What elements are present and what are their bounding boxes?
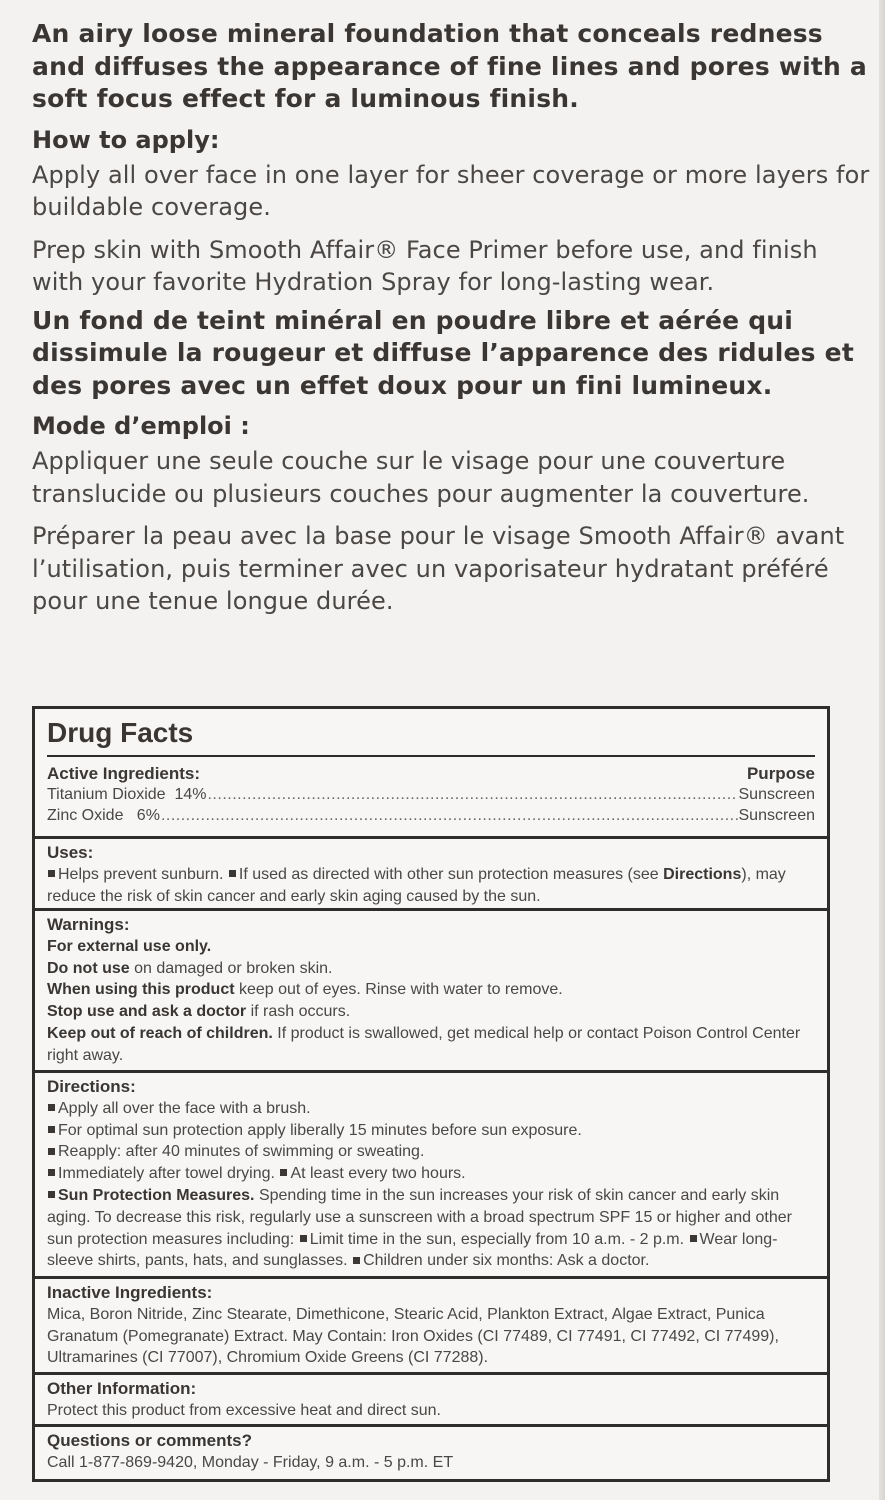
ingredient-name: Zinc Oxide 6% [47, 807, 160, 824]
dot-leader [161, 805, 738, 826]
other-information-text: Protect this product from excessive heat and direct sun. [47, 1401, 441, 1419]
warning-line: Keep out of reach of children. If product is swallowed, get medical help or contact Poison Control Center right away. [47, 1024, 801, 1064]
mode-emploi-text-1: Appliquer une seule couche sur le visage pour une couverture translucide ou plusieurs couches pour augmenter la couverture. [32, 447, 810, 508]
bullet-icon [280, 1169, 287, 1176]
lead-english: An airy loose mineral foundation that conceals redness and diffuses the appearance of fine lines and pores with a soft focus effect for a luminous finish. [32, 19, 868, 113]
bullet-icon [48, 870, 55, 877]
uses-section [35, 836, 827, 908]
bullet-icon [48, 1148, 55, 1155]
questions-section [35, 1424, 827, 1479]
bullet-icon [48, 1191, 55, 1198]
box-edge-shadow [879, 0, 885, 1500]
active-ingredients-section [47, 763, 815, 826]
ingredient-purpose: Sunscreen [738, 807, 815, 824]
warning-line: Do not use on damaged or broken skin. [47, 959, 333, 977]
bullet-icon [353, 1257, 360, 1264]
inactive-ingredients-text: Mica, Boron Nitride, Zinc Stearate, Dimethicone, Stearic Acid, Plankton Extract, Algae Extract, Punica Granatum (Pomegranate) Extract. May Contain: Iron Oxides (CI 77489, CI 77491, CI 77492, CI 77499), Ultramarines (CI 77007), Chromium Oxide Greens (CI 77288). [47, 1305, 779, 1367]
warning-line: Stop use and ask a doctor if rash occurs. [47, 1003, 351, 1021]
warning-line: For external use only. [47, 937, 212, 955]
active-ingredients-header [47, 763, 815, 784]
other-information-heading: Other Information: [47, 1379, 197, 1398]
bullet-icon [229, 870, 236, 877]
questions-heading: Questions or comments? [47, 1431, 252, 1450]
mode-emploi-heading: Mode d’emploi : [32, 412, 250, 440]
how-to-apply-heading: How to apply: [32, 125, 220, 154]
dot-leader [207, 784, 737, 805]
other-information-section [35, 1372, 827, 1424]
warnings-heading: Warnings: [47, 915, 130, 934]
bullet-icon [48, 1126, 55, 1133]
directions-heading: Directions: [47, 1077, 136, 1096]
inactive-ingredients-heading: Inactive Ingredients: [47, 1283, 213, 1302]
bullet-icon [300, 1235, 307, 1242]
uses-text: Helps prevent sunburn. If used as directed with other sun protection measures (see Directions), may reduce the risk of skin cancer and early skin aging caused by the sun. [47, 865, 786, 905]
directions-section [35, 1070, 827, 1276]
inactive-ingredients-section [35, 1276, 827, 1372]
ingredient-row [47, 784, 815, 805]
direction-line: Immediately after towel drying. At least every two hours. [47, 1163, 815, 1185]
ingredient-purpose: Sunscreen [738, 786, 815, 803]
how-to-apply-text-2: Prep skin with Smooth Affair® Face Primer before use, and finish with your favorite Hydration Spray for long-lasting wear. [32, 235, 818, 296]
active-ingredients-heading: Active Ingredients: [47, 764, 201, 783]
warnings-section [35, 908, 827, 1070]
warning-line: When using this product keep out of eyes. Rinse with water to remove. [47, 981, 563, 999]
direction-line: Reapply: after 40 minutes of swimming or sweating. [47, 1141, 815, 1163]
product-description [32, 18, 872, 618]
purpose-heading: Purpose [746, 764, 815, 783]
ingredient-name: Titanium Dioxide 14% [47, 786, 207, 803]
bullet-icon [48, 1104, 55, 1111]
ingredient-row [47, 805, 815, 826]
drug-facts-title: Drug Facts [47, 717, 815, 757]
mode-emploi-text-2: Préparer la peau avec la base pour le visage Smooth Affair® avant l’utilisation, puis terminer avec un vaporisateur hydratant préféré pour une tenue longue durée. [32, 522, 845, 615]
drug-facts-panel [32, 706, 830, 1482]
questions-text: Call 1-877-869-9420, Monday - Friday, 9 a.m. - 5 p.m. ET [47, 1453, 454, 1471]
direction-line: For optimal sun protection apply liberally 15 minutes before sun exposure. [47, 1120, 815, 1142]
how-to-apply-text-1: Apply all over face in one layer for sheer coverage or more layers for buildable coverage. [32, 160, 870, 221]
lead-french: Un fond de teint minéral en poudre libre et aérée qui dissimule la rougeur et diffuse l’apparence des ridules et des pores avec un effet doux pour un fini lumineux. [32, 305, 854, 400]
bullet-icon [690, 1235, 697, 1242]
sun-protection-measures: Sun Protection Measures. Spending time in the sun increases your risk of skin cancer and early skin aging. To decrease this risk, regularly use a sunscreen with a broad spectrum SPF 15 or higher and other sun protection measures including: Limit time in the sun, especially from 10 a.m. - 2 p.m. Wear long-sleeve shirts, pants, hats, and sunglasses. Children under six months: Ask a doctor. [47, 1186, 792, 1270]
direction-line: Apply all over the face with a brush. [47, 1098, 815, 1120]
bullet-icon [48, 1169, 55, 1176]
uses-heading: Uses: [47, 843, 94, 862]
